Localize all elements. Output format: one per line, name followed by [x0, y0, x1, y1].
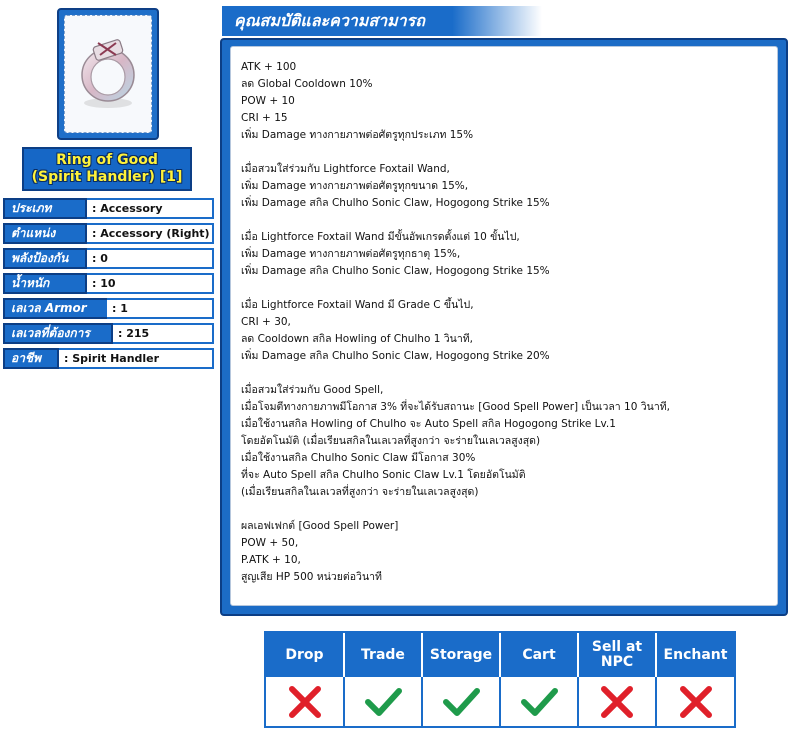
- description-spacer: [241, 212, 767, 229]
- trade-cell: [578, 677, 656, 726]
- description-line: เพิ่ม Damage ทางกายภาพต่อศัตรูทุกขนาด 15%,: [241, 180, 469, 192]
- description-line: ATK + 100: [241, 61, 297, 73]
- trade-header: Sell at NPC: [578, 633, 656, 677]
- attr-label: อาชีพ: [3, 348, 59, 369]
- attr-value: : 0: [87, 248, 214, 269]
- attr-label: พลังป้องกัน: [3, 248, 87, 269]
- attr-row-armor-level: [3, 298, 214, 319]
- attr-value: : Accessory (Right): [87, 223, 214, 244]
- trade-cell: [422, 677, 500, 726]
- description-line: POW + 50,: [241, 537, 299, 549]
- description-line: POW + 10: [241, 95, 295, 107]
- attr-value: : Spirit Handler: [59, 348, 214, 369]
- attr-row-type: [3, 198, 214, 219]
- description-line: CRI + 15: [241, 112, 288, 124]
- description-line: เมื่อสวมใส่ร่วมกับ Lightforce Foxtail Wand,: [241, 163, 450, 175]
- description-line: เพิ่ม Damage สกิล Chulho Sonic Claw, Hogogong Strike 20%: [241, 350, 550, 362]
- item-image-frame: [64, 15, 152, 133]
- trade-cell: [266, 677, 344, 726]
- attr-value: : 215: [113, 323, 214, 344]
- attr-row-job: [3, 348, 214, 369]
- item-name-line2: (Spirit Handler) [1]: [31, 169, 183, 185]
- check-icon: [519, 684, 559, 720]
- description-spacer: [241, 501, 767, 518]
- attr-value: : Accessory: [87, 198, 214, 219]
- item-image-card: [57, 8, 159, 140]
- cross-icon: [285, 684, 325, 720]
- attr-row-required-level: [3, 323, 214, 344]
- attr-row-position: [3, 223, 214, 244]
- attr-row-weight: [3, 273, 214, 294]
- cross-icon: [676, 684, 716, 720]
- trade-header: Trade: [344, 633, 422, 677]
- trade-cell: [344, 677, 422, 726]
- description-spacer: [241, 144, 767, 161]
- description-line: เมื่อโจมตีทางกายภาพมีโอกาส 3% ที่จะได้รับสถานะ [Good Spell Power] เป็นเวลา 10 วินาที,: [241, 401, 670, 413]
- attr-value: : 1: [107, 298, 214, 319]
- description-line: เมื่อใช้งานสกิล Howling of Chulho จะ Auto Spell สกิล Hogogong Strike Lv.1: [241, 418, 616, 430]
- trade-header: Storage: [422, 633, 500, 677]
- description-line: เพิ่ม Damage ทางกายภาพต่อศัตรูทุกประเภท 15%: [241, 129, 474, 141]
- section-title: คุณสมบัติและความสามารถ: [222, 6, 542, 36]
- description-line: เมื่อใช้งานสกิล Chulho Sonic Claw มีโอกาส 30%: [241, 452, 476, 464]
- description-line: เพิ่ม Damage สกิล Chulho Sonic Claw, Hogogong Strike 15%: [241, 265, 550, 277]
- trade-header: Enchant: [656, 633, 734, 677]
- description-line: ที่จะ Auto Spell สกิล Chulho Sonic Claw Lv.1 โดยอัตโนมัติ: [241, 469, 526, 481]
- item-name-line1: Ring of Good: [56, 152, 158, 168]
- attr-label: ประเภท: [3, 198, 87, 219]
- description-body: [230, 46, 778, 606]
- attr-label: เลเวล Armor: [3, 298, 113, 319]
- description-line: เมื่อ Lightforce Foxtail Wand มี Grade C ขึ้นไป,: [241, 299, 474, 311]
- attr-label: ตำแหน่ง: [3, 223, 87, 244]
- description-line: เพิ่ม Damage ทางกายภาพต่อศัตรูทุกธาตุ 15%,: [241, 248, 461, 260]
- trade-cell: [656, 677, 734, 726]
- description-line: P.ATK + 10,: [241, 554, 301, 566]
- trade-restrictions-table: [264, 631, 736, 728]
- description-line: ลด Cooldown สกิล Howling of Chulho 1 วินาที,: [241, 333, 473, 345]
- description-spacer: [241, 280, 767, 297]
- trade-header: Cart: [500, 633, 578, 677]
- attr-value: : 10: [87, 273, 214, 294]
- description-line: CRI + 30,: [241, 316, 291, 328]
- trade-cell: [500, 677, 578, 726]
- description-line: เมื่อ Lightforce Foxtail Wand มีขั้นอัพเกรดตั้งแต่ 10 ขั้นไป,: [241, 231, 520, 243]
- description-line: ผลเอฟเฟกต์ [Good Spell Power]: [241, 520, 399, 532]
- description-line: เมื่อสวมใส่ร่วมกับ Good Spell,: [241, 384, 384, 396]
- cross-icon: [597, 684, 637, 720]
- item-name-banner: [22, 147, 192, 191]
- attr-label: เลเวลที่ต้องการ: [3, 323, 113, 344]
- description-line: เพิ่ม Damage สกิล Chulho Sonic Claw, Hogogong Strike 15%: [241, 197, 550, 209]
- description-line: โดยอัตโนมัติ (เมื่อเรียนสกิลในเลเวลที่สูงกว่า จะร่ายในเลเวลสูงสุด): [241, 435, 541, 447]
- description-line: สูญเสีย HP 500 หน่วยต่อวินาที: [241, 571, 382, 583]
- description-panel: [220, 38, 788, 616]
- check-icon: [363, 684, 403, 720]
- description-line: ลด Global Cooldown 10%: [241, 78, 373, 90]
- attr-row-defense: [3, 248, 214, 269]
- check-icon: [441, 684, 481, 720]
- description-line: (เมื่อเรียนสกิลในเลเวลที่สูงกว่า จะร่ายในเลเวลสูงสุด): [241, 486, 479, 498]
- description-spacer: [241, 365, 767, 382]
- attr-label: น้ำหนัก: [3, 273, 87, 294]
- ring-icon: [72, 35, 144, 113]
- trade-header: Drop: [266, 633, 344, 677]
